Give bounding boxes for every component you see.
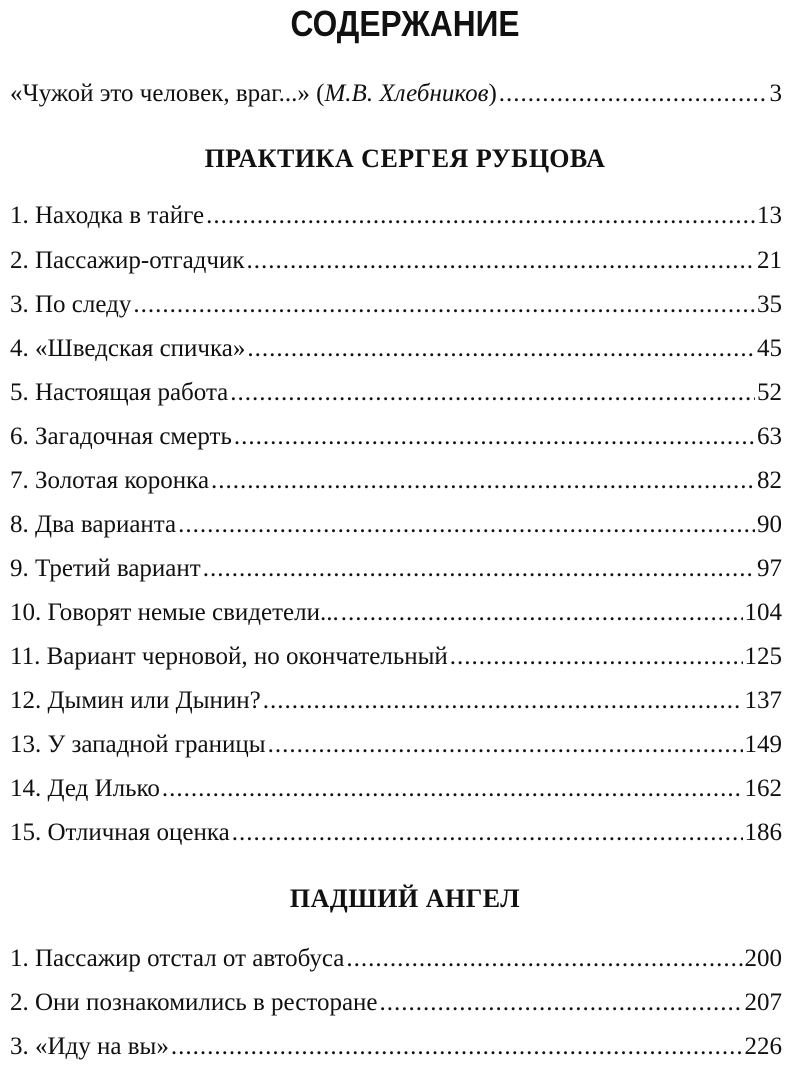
toc-entry-label: 11. Вариант черновой, но окончательный (10, 643, 448, 670)
toc-leader-dots (499, 76, 768, 112)
toc-leader-dots (247, 331, 755, 367)
toc-entry (10, 941, 782, 977)
toc-leader-dots (206, 198, 755, 234)
toc-entry (10, 375, 782, 411)
toc-entry (10, 331, 782, 367)
toc-entry (10, 551, 782, 587)
toc-entry (10, 1029, 782, 1065)
toc-entry-page: 125 (744, 643, 782, 670)
toc-entry-label: 14. Дед Илько (10, 775, 160, 802)
toc-entry (10, 287, 782, 323)
toc-leader-dots (234, 419, 755, 455)
page-title: СОДЕРЖАНИЕ (290, 3, 520, 44)
toc-entry-label: 8. Два варианта (10, 511, 177, 538)
toc-entry-page: 35 (757, 291, 782, 318)
toc-entry (10, 419, 782, 455)
toc-leader-dots (263, 683, 743, 719)
toc-leader-dots (211, 463, 755, 499)
toc-entry-page: 97 (757, 555, 782, 582)
toc-leader-dots (247, 243, 756, 279)
toc-entry (10, 243, 782, 279)
toc-entry-label: 12. Дымин или Дынин? (10, 687, 261, 714)
toc-entry-page: 82 (757, 467, 782, 494)
toc-entry-label: 10. Говорят немые свидетели... (10, 599, 339, 626)
toc-entry-author: М.В. Хлебников (324, 80, 489, 107)
toc-entry-page: 226 (744, 1033, 782, 1060)
toc-entry-label: 2. Они познакомились в ресторане (10, 989, 378, 1016)
toc-leader-dots (171, 1029, 743, 1065)
toc-entry-label: 7. Золотая коронка (10, 467, 210, 494)
toc-entry (10, 985, 782, 1021)
toc-entry-page: 200 (744, 945, 782, 972)
toc-entry-page: 45 (757, 335, 782, 362)
toc-entry-label: 9. Третий вариант (10, 555, 201, 582)
toc-entry (10, 595, 782, 631)
toc-leader-dots (346, 941, 742, 977)
toc-leader-dots (133, 287, 755, 323)
toc-entry-page: 104 (744, 599, 782, 626)
toc-leader-dots (341, 595, 743, 631)
toc-leader-dots (162, 771, 743, 807)
toc-entry-label: «Чужой это человек, враг...» (М.В. Хлебников) (10, 80, 497, 107)
toc-leader-dots (450, 639, 743, 675)
toc-entry-label: 15. Отличная оценка (10, 819, 230, 846)
toc-entry-page: 207 (744, 989, 782, 1016)
toc-entry-label: 3. По следу (10, 291, 132, 318)
toc-entry (10, 815, 782, 851)
toc-entry-page: 52 (757, 379, 782, 406)
toc-entry-label: 13. У западной границы (10, 731, 266, 758)
toc-leader-dots (232, 815, 743, 851)
toc-entry-preface (10, 76, 782, 112)
toc-entry (10, 198, 782, 234)
toc-leader-dots (380, 985, 743, 1021)
section-title: ПАДШИЙ АНГЕЛ (289, 884, 521, 913)
section-title: ПРАКТИКА СЕРГЕЯ РУБЦОВА (204, 144, 606, 173)
toc-entry (10, 639, 782, 675)
toc-entry-label: 4. «Шведская спичка» (10, 335, 246, 362)
toc-entry-page: 21 (757, 247, 782, 274)
toc-entry-page: 186 (744, 819, 782, 846)
toc-leader-dots (268, 727, 743, 763)
toc-entry-page: 149 (744, 731, 782, 758)
toc-entry (10, 463, 782, 499)
toc-entry-page: 162 (744, 775, 782, 802)
toc-leader-dots (203, 551, 755, 587)
toc-entry-page: 63 (757, 423, 782, 450)
toc-entry-page: 3 (769, 80, 782, 107)
toc-entry-label: 1. Находка в тайге (10, 202, 205, 229)
toc-entry (10, 771, 782, 807)
toc-entry-label: 6. Загадочная смерть (10, 423, 232, 450)
toc-entry-label: 2. Пассажир-отгадчик (10, 247, 245, 274)
toc-entry (10, 507, 782, 543)
toc-entry-label: 3. «Иду на вы» (10, 1033, 169, 1060)
toc-entry-page: 13 (757, 202, 782, 229)
toc-entry-label: 1. Пассажир отстал от автобуса (10, 945, 345, 972)
toc-entry-page: 137 (744, 687, 782, 714)
toc-entry-page: 90 (757, 511, 782, 538)
toc-leader-dots (230, 375, 755, 411)
toc-entry-label: 5. Настоящая работа (10, 379, 229, 406)
toc-entry (10, 683, 782, 719)
toc-entry (10, 727, 782, 763)
toc-leader-dots (178, 507, 755, 543)
